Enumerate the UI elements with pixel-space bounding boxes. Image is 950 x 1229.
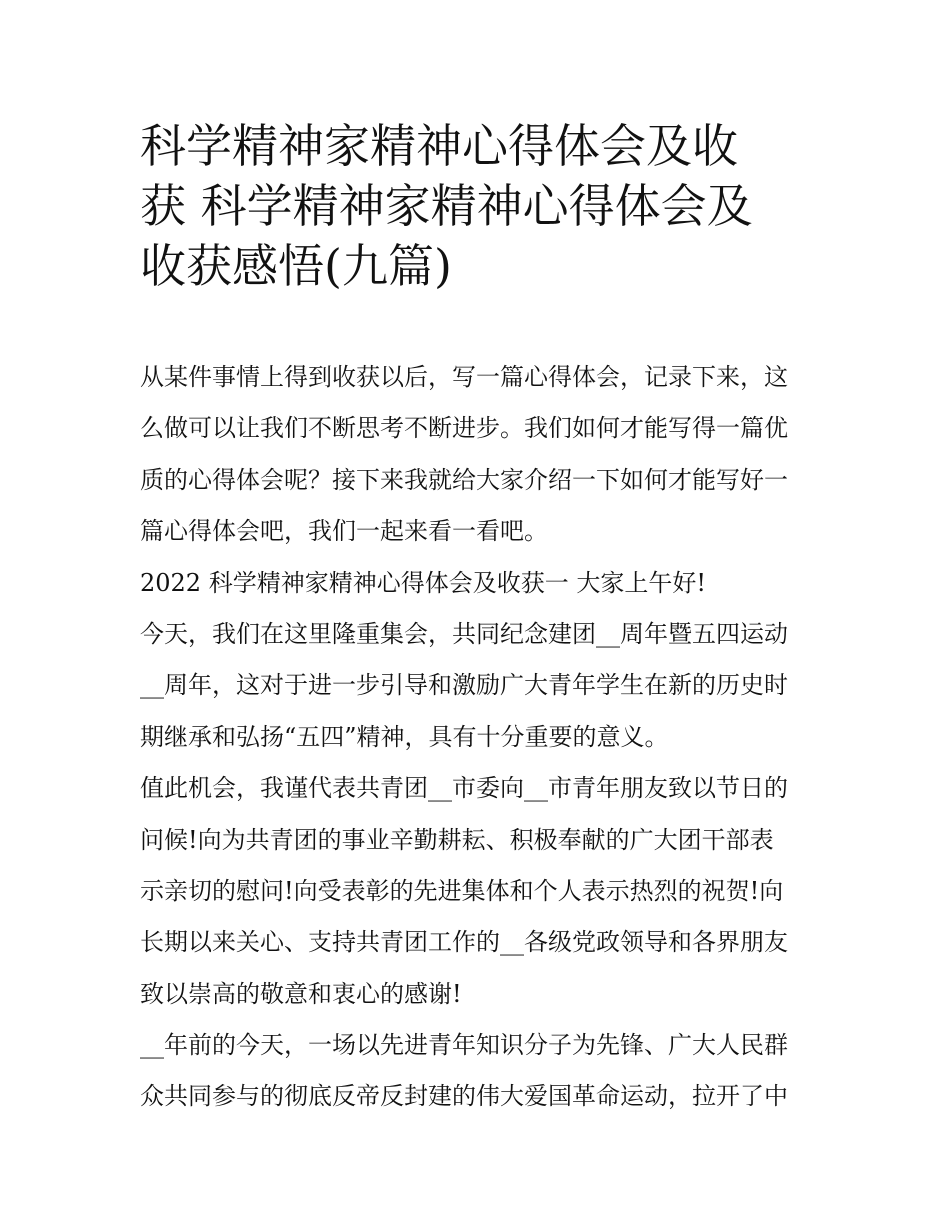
title-line: 科学精神家精神心得体会及收 bbox=[140, 119, 738, 173]
body-paragraph bbox=[140, 609, 830, 763]
text-line: 长期以来关心、支持共青团工作的__各级党政领导和各界朋友 bbox=[140, 928, 788, 957]
text-line: 质的心得体会呢？接下来我就给大家介绍一下如何才能写好一 bbox=[140, 465, 788, 494]
text-line: 么做可以让我们不断思考不断进步。我们如何才能写得一篇优 bbox=[140, 414, 788, 443]
text-line: 值此机会，我谨代表共青团__市委向__市青年朋友致以节日的 bbox=[140, 774, 788, 803]
text-line: 众共同参与的彻底反帝反封建的伟大爱国革命运动，拉开了中 bbox=[140, 1082, 788, 1111]
text-line: 从某件事情上得到收获以后，写一篇心得体会，记录下来，这 bbox=[140, 363, 788, 391]
text-line: 致以崇高的敬意和衷心的感谢! bbox=[140, 979, 462, 1008]
body-paragraph bbox=[140, 763, 830, 1020]
document-body bbox=[140, 352, 830, 1123]
document-title bbox=[140, 116, 830, 296]
body-paragraph bbox=[140, 1020, 830, 1123]
text-line: 篇心得体会吧，我们一起来看一看吧。 bbox=[140, 517, 548, 546]
text-line: __周年，这对于进一步引导和激励广大青年学生在新的历史时 bbox=[140, 671, 788, 700]
text-line: 今天，我们在这里隆重集会，共同纪念建团__周年暨五四运动 bbox=[140, 619, 788, 648]
text-line: 期继承和弘扬“五四”精神，具有十分重要的意义。 bbox=[140, 722, 669, 751]
text-line: 示亲切的慰问!向受表彰的先进集体和个人表示热烈的祝贺!向 bbox=[140, 876, 784, 905]
text-line: __年前的今天，一场以先进青年知识分子为先锋、广大人民群 bbox=[140, 1031, 788, 1060]
section-heading-paragraph bbox=[140, 558, 830, 609]
text-line: 2022 科学精神家精神心得体会及收获一 大家上午好! bbox=[140, 568, 706, 597]
text-line: 问候!向为共青团的事业辛勤耕耘、积极奉献的广大团干部表 bbox=[140, 825, 774, 854]
title-line: 收获感悟(九篇) bbox=[140, 239, 452, 293]
title-line: 获 科学精神家精神心得体会及 bbox=[140, 179, 753, 233]
intro-paragraph bbox=[140, 352, 830, 558]
